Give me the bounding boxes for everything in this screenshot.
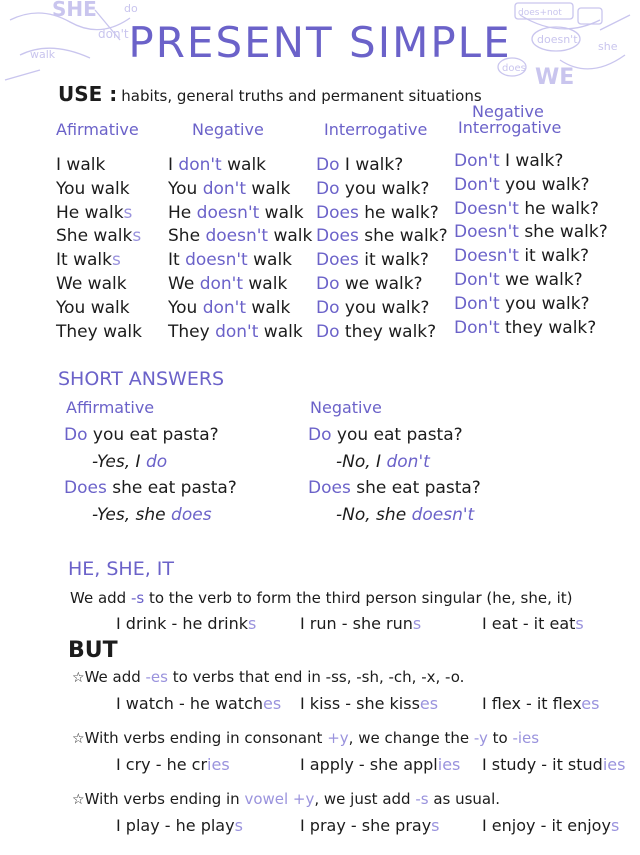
use-text: habits, general truths and permanent situations <box>121 87 482 105</box>
table-row: Doesn't she walk? <box>454 222 608 243</box>
interrogative-header: Interrogative <box>324 120 428 139</box>
table-row: Don't we walk? <box>454 269 583 290</box>
table-row: You don't walk <box>168 297 291 318</box>
table-row: Doesn't it walk? <box>454 246 590 267</box>
deco-word-4: walk <box>30 48 56 61</box>
table-row: They don't walk <box>168 321 303 342</box>
table-row: Do you walk? <box>316 178 430 199</box>
interrogative-column <box>316 118 466 344</box>
use-label: USE : <box>58 82 118 106</box>
table-row: They walk <box>56 321 142 342</box>
rule-vowel-y: ☆With verbs ending in vowel +y, we just add -s as usual. <box>72 790 501 808</box>
negative-column <box>168 118 318 344</box>
negative-interrogative-column <box>454 102 624 340</box>
star-icon: ☆ <box>72 792 85 808</box>
example-3-2: I apply - she applies <box>300 755 461 774</box>
example-4-2: I pray - she prays <box>300 816 440 835</box>
table-row: She doesn't walk <box>168 226 313 247</box>
sa-affirmative-a1: -Yes, I do <box>92 452 168 472</box>
sa-affirmative-label: Affirmative <box>66 398 155 417</box>
page-title: PRESENT SIMPLE <box>128 18 512 67</box>
sa-negative-a2: -No, she doesn't <box>336 505 475 525</box>
table-row: Don't you walk? <box>454 293 590 314</box>
table-row: Don't I walk? <box>454 151 564 171</box>
table-row: Does he walk? <box>316 202 439 223</box>
negative-interrogative-header: Negative Interrogative <box>458 102 562 137</box>
example-1-1: I drink - he drinks <box>116 614 257 633</box>
but-heading: BUT <box>68 638 118 663</box>
star-icon: ☆ <box>72 731 85 747</box>
rule-es: ☆We add -es to verbs that end in -ss, -sh, -ch, -x, -o. <box>72 668 465 686</box>
deco-word-1: SHE <box>52 0 97 21</box>
table-row: I walk <box>56 155 106 175</box>
third-person-title: HE, SHE, IT <box>68 558 175 580</box>
deco-word-5: does+not <box>518 8 562 18</box>
deco-word-3: don't <box>98 27 129 41</box>
deco-word-8: WE <box>535 65 575 90</box>
table-row: He walks <box>56 202 133 223</box>
sa-negative-q1: Do you eat pasta? <box>308 425 463 445</box>
table-row: It doesn't walk <box>168 250 293 271</box>
table-row: Don't you walk? <box>454 174 590 195</box>
short-answers-title: SHORT ANSWERS <box>58 368 225 390</box>
third-person-rule: We add -s to the verb to form the third person singular (he, she, it) <box>70 589 573 607</box>
example-4-3: I enjoy - it enjoys <box>482 816 620 835</box>
table-row: You walk <box>56 297 130 318</box>
sa-affirmative-a2: -Yes, she does <box>92 505 212 525</box>
sa-negative-label: Negative <box>310 398 382 417</box>
table-row: It walks <box>56 250 121 271</box>
sa-negative-a1: -No, I don't <box>336 452 430 472</box>
table-row: Does she walk? <box>316 226 448 247</box>
table-row: She walks <box>56 226 142 247</box>
table-row: Do I walk? <box>316 155 404 175</box>
table-row: Do you walk? <box>316 297 430 318</box>
deco-word-6: doesn't <box>537 33 578 46</box>
example-4-1: I play - he plays <box>116 816 243 835</box>
table-row: We don't walk <box>168 273 288 294</box>
table-row: Don't they walk? <box>454 317 597 338</box>
star-icon: ☆ <box>72 670 85 686</box>
affirmative-header: Afirmative <box>56 120 139 139</box>
example-3-3: I study - it studies <box>482 755 626 774</box>
example-1-2: I run - she runs <box>300 614 422 633</box>
example-2-2: I kiss - she kisses <box>300 694 439 713</box>
deco-word-2: do <box>124 2 138 15</box>
table-row: We walk <box>56 273 127 294</box>
sa-affirmative-q1: Do you eat pasta? <box>64 425 219 445</box>
sa-affirmative-q2: Does she eat pasta? <box>64 478 237 498</box>
example-2-3: I flex - it flexes <box>482 694 600 713</box>
table-row: Do we walk? <box>316 273 423 294</box>
table-row: Do they walk? <box>316 321 437 342</box>
deco-word-9: she <box>598 40 618 53</box>
table-row: I don't walk <box>168 155 267 175</box>
table-row: He doesn't walk <box>168 202 304 223</box>
table-row: Does it walk? <box>316 250 429 271</box>
example-2-1: I watch - he watches <box>116 694 282 713</box>
table-row: Doesn't he walk? <box>454 198 599 219</box>
table-row: You walk <box>56 178 130 199</box>
sa-negative-q2: Does she eat pasta? <box>308 478 481 498</box>
usage-line <box>58 82 482 106</box>
deco-word-7: does <box>502 63 526 74</box>
example-1-3: I eat - it eats <box>482 614 584 633</box>
negative-header: Negative <box>192 120 264 139</box>
example-3-1: I cry - he cries <box>116 755 230 774</box>
table-row: You don't walk <box>168 178 291 199</box>
rule-ies: ☆With verbs ending in consonant +y, we change the -y to -ies <box>72 729 540 747</box>
